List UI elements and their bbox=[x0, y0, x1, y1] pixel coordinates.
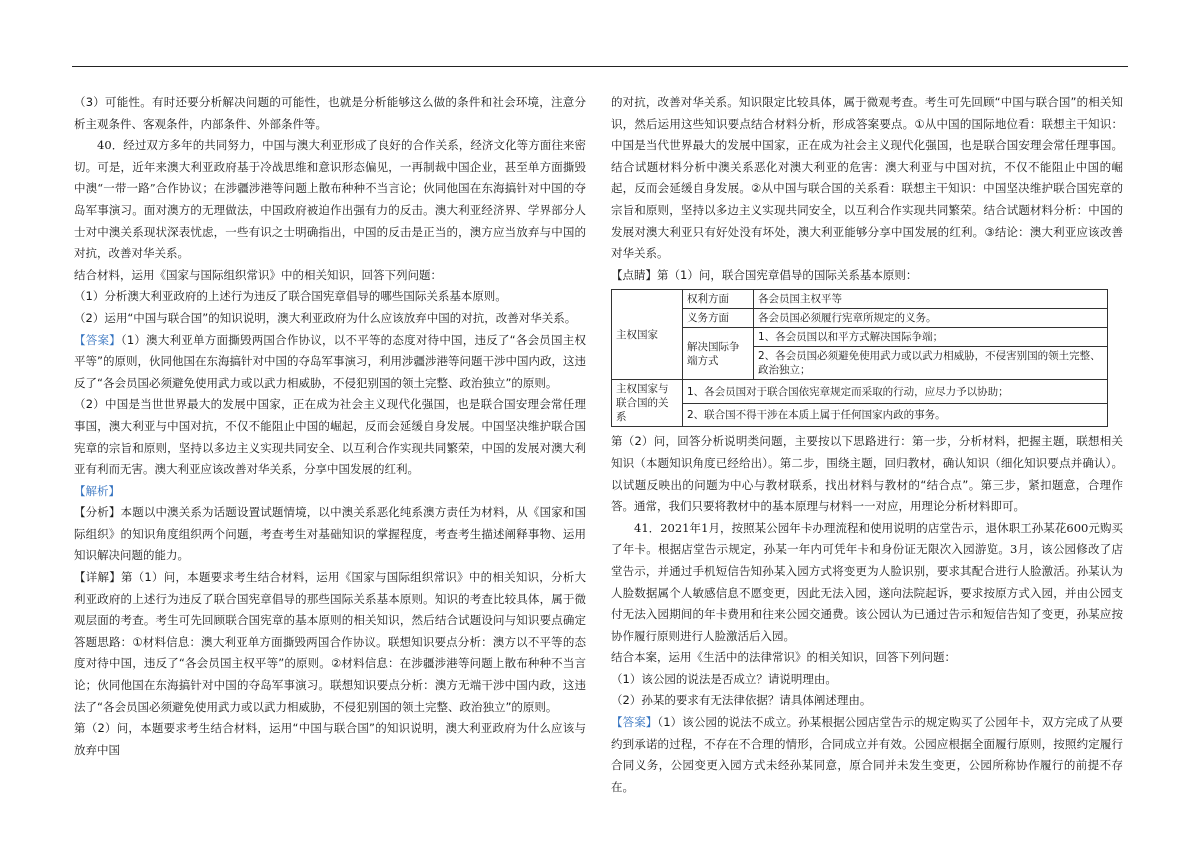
tips-intro: 第（1）问，联合国宪章倡导的国际关系基本原则： bbox=[657, 267, 918, 282]
paragraph: 第（2）问，回答分析说明类问题，主要按以下思路进行：第一步，分析材料，把握主题，联想相关知识（本题知识角度已经给出）。第二步，围绕主题，回归教材，确认知识（细化知识要点并确认）。以试题反映出的问题为中心与教材联系，找出材料与教材的“结合点”。第三步，紧扣题意，合理作答。通常，我们只要将教材中的基本原理与材料一一对应，用理论分析材料即可。 bbox=[611, 434, 1123, 514]
paragraph: （1）该公园的说法是否成立？请说明理由。 bbox=[611, 671, 837, 686]
answer-text: （1）该公园的说法不成立。孙某根据公园店堂告示的规定购买了公园年卡，双方完成了从要约到承诺的过程，不存在不合理的情形，合同成立并有效。公园应根据全面履行原则，按照约定履行合同义务，公园变更入园方式未经孙某同意，原合同并未发生变更，公园所称协作履行的前提不存在。 bbox=[611, 715, 1124, 794]
row-label: 权利方面 bbox=[683, 290, 754, 309]
answer-tag: 【答案】 bbox=[611, 715, 658, 730]
row-label: 义务方面 bbox=[683, 309, 754, 328]
answer-text: （1）澳大利亚单方面撕毁两国合作协议，以不平等的态度对待中国，违反了“各会员国主权平等”的原则，伙同他国在东海搞针对中国的夺岛军事演习，利用涉疆涉港等问题干涉中国内政，这违反了“各会员国必须避免使用武力或以武力相威胁，不侵犯别国的领土完整、政治独立”的原则。 bbox=[74, 332, 586, 390]
tips-tag: 【点睛】 bbox=[611, 267, 657, 282]
question-40: 40．经过双方多年的共同努力，中国与澳大利亚形成了良好的合作关系，经济文化等方面往来密切。可是，近年来澳大利亚政府基于冷战思维和意识形态偏见，一再制裁中国企业，甚至单方面撕毁中澳“一带一路”合作协议；在涉疆涉港等问题上散布种种不当言论；伙同他国在东海搞针对中国的夺岛军事演习。面对澳方的无理做法，中国政府被迫作出强有力的反击。澳大利亚经济界、学界部分人士对中澳关系现状深表忧虑，一些有识之士明确指出，中国的反击是正当的，澳方应当放弃与中国的对抗，改善对华关系。 bbox=[74, 138, 586, 261]
analysis-detail-1: 【详解】第（1）问，本题要求考生结合材料，运用《国家与国际组织常识》中的相关知识，分析大利亚政府的上述行为违反了联合国宪章倡导的那些国际关系基本原则。知识的考查比较具体，属于微观层面的考查。考生可先回顾联合国宪章的基本原则的相关知识，然后结合试题设问与知识要点确定答题思路：①材料信息：澳大利亚单方面撕毁两国合作协议。联想知识要点分析：澳方以不平等的态度对待中国，违反了“各会员国主权平等”的原则。②材料信息：在涉疆涉港等问题上散布种种不当言论；伙同他国在东海搞针对中国的夺岛军事演习。联想知识要点分析：澳方无端干涉中国内政，这违法了“各会员国必须避免使用武力或以武力相威胁，不侵犯别国的领土完整、政治独立”的原则。 bbox=[74, 570, 586, 714]
row-value: 1、各会员国以和平方式解决国际争端； bbox=[754, 328, 1108, 347]
answer-1 bbox=[74, 330, 586, 395]
analysis-detail-2: 第（2）问，本题要求考生结合材料，运用“中国与联合国”的知识说明，澳大利亚政府为什么应该与放弃中国 bbox=[74, 721, 586, 757]
analysis-tag: 【解析】 bbox=[74, 483, 120, 498]
header-rule bbox=[72, 66, 1128, 67]
principles-table bbox=[611, 289, 1108, 427]
row-value: 各会员国主权平等 bbox=[754, 290, 1108, 309]
row-value: 1、各会员国对于联合国依宪章规定而采取的行动，应尽力予以协助； bbox=[683, 380, 1108, 404]
paragraph: （1）分析澳大利亚政府的上述行为违反了联合国宪章倡导的哪些国际关系基本原则。 bbox=[74, 289, 507, 304]
group-state-un-relation: 主权国家与联合国的关系 bbox=[612, 380, 683, 427]
right-column bbox=[611, 92, 1123, 798]
analysis-summary: 【分析】本题以中澳关系为话题设置试题情境，以中澳关系恶化纯系澳方责任为材料，从《国家和国际组织》的知识角度组织两个问题，考查考生对基础知识的掌握程度，考查考生描述阐释事物、运用知识解决问题的能力。 bbox=[74, 505, 586, 563]
row-label: 解决国际争端方式 bbox=[683, 328, 754, 380]
paragraph: 的对抗，改善对华关系。知识限定比较具体，属于微观考查。考生可先回顾“中国与联合国”的相关知识，然后运用这些知识要点结合材料分析，形成答案要点。①从中国的国际地位看：联想主干知识：中国是当代世界最大的发展中国家，正在成为社会主义现代化强国，也是联合国安理会常任理事国。结合试题材料分析中澳关系恶化对澳大利亚的危害：澳大利亚与中国对抗，不仅不能阻止中国的崛起，反而会延缓自身发展。②从中国与联合国的关系看：联想主干知识：中国坚决维护联合国宪章的宗旨和原则，坚持以多边主义实现共同安全，以互利合作实现共同繁荣。结合试题材料分析：中国的发展对澳大利亚只有好处没有坏处，澳大利亚能够分享中国发展的红利。③结论：澳大利亚应该改善对华关系。 bbox=[611, 95, 1123, 261]
paragraph: （2）运用“中国与联合国”的知识说明，澳大利亚政府为什么应该放弃中国的对抗，改善对华关系。 bbox=[74, 310, 577, 325]
answer-2: （2）中国是当世世界最大的发展中国家，正在成为社会主义现代化强国，也是联合国安理会常任理事国，澳大利亚与中国对抗，不仅不能阻止中国的崛起，反而会延缓自身发展。中国坚决维护联合国宪章的宗旨和原则，坚持以多边主义实现共同安全、以互利合作实现共同繁荣，中国的发展对澳大利亚有利而无害。澳大利亚应该改善对华关系，分享中国发展的红利。 bbox=[74, 397, 586, 477]
row-value: 2、联合国不得干涉在本质上属于任何国家内政的事务。 bbox=[683, 403, 1108, 427]
row-value: 各会员国必须履行宪章所规定的义务。 bbox=[754, 309, 1108, 328]
tips bbox=[611, 265, 1123, 287]
answer-tag: 【答案】 bbox=[74, 332, 121, 347]
left-column bbox=[74, 92, 586, 761]
paragraph: （3）可能性。有时还要分析解决问题的可能性，也就是分析能够这么做的条件和社会环境，注意分析主观条件、客观条件，内部条件、外部条件等。 bbox=[74, 95, 586, 131]
row-value: 2、各会员国必须避免使用武力或以武力相威胁，不侵害别国的领土完整、政治独立； bbox=[754, 347, 1108, 380]
paragraph: （2）孙某的要求有无法律依据？请具体阐述理由。 bbox=[611, 693, 872, 708]
question-41: 41．2021年1月，按照某公园年卡办理流程和使用说明的店堂告示，退休职工孙某花600元购买了年卡。根据店堂告示规定，孙某一年内可凭年卡和身份证无限次入园游览。3月，该公园修改了店堂告示，并通过手机短信告知孙某入园方式将变更为人脸识别，要求其配合进行人脸激活。孙某认为人脸数据属个人敏感信息不愿变更，因此无法入园，遂向法院起诉，要求按原方式入园，并由公园支付无法入园期间的年卡费用和往来公园交通费。该公园认为已通过告示和短信告知了变更，孙某应按协作履行原则进行人脸激活后入园。 bbox=[611, 520, 1123, 643]
group-sovereign-state: 主权国家 bbox=[612, 290, 683, 380]
paragraph: 结合材料，运用《国家与国际组织常识》中的相关知识，回答下列问题： bbox=[74, 267, 442, 282]
answer-41 bbox=[611, 712, 1123, 798]
paragraph: 结合本案，运用《生活中的法律常识》的相关知识，回答下列问题： bbox=[611, 650, 956, 665]
